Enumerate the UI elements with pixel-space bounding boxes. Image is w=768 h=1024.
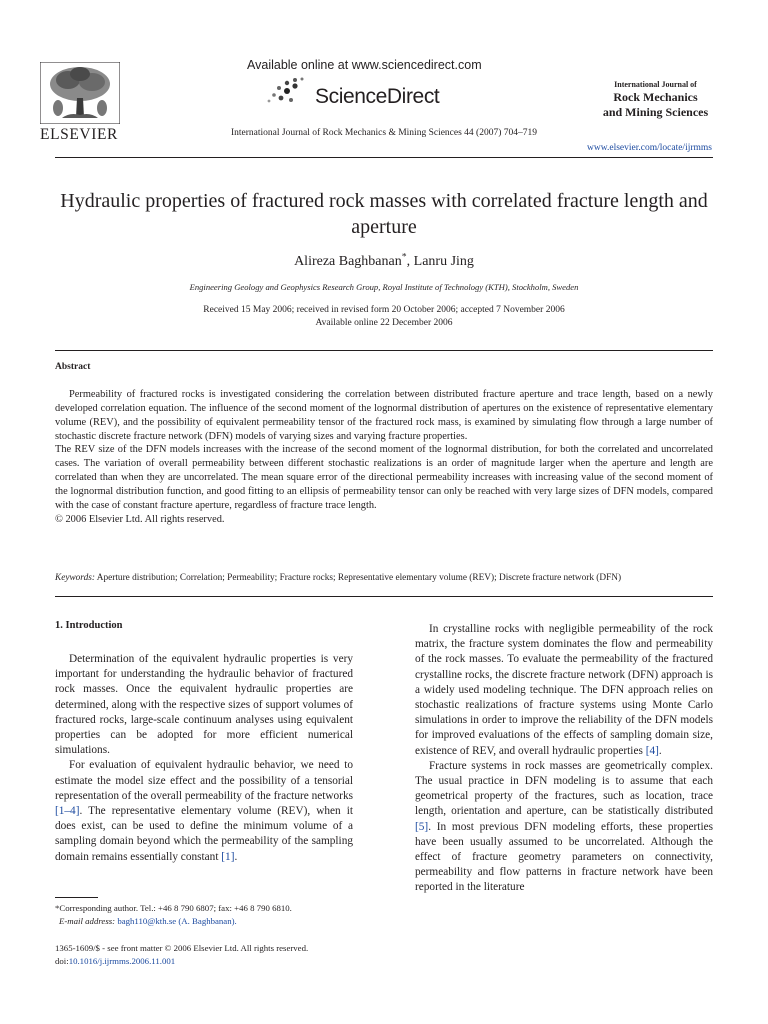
abstract-body bbox=[55, 388, 713, 526]
sciencedirect-wordmark: ScienceDirect bbox=[315, 85, 440, 108]
publisher-name: ELSEVIER bbox=[40, 126, 118, 143]
article-dates bbox=[0, 304, 768, 330]
article-title: Hydraulic properties of fractured rock masses with correlated fracture length and aperture bbox=[60, 190, 708, 238]
front-matter-info bbox=[55, 942, 308, 968]
abstract-paragraph-2: The REV size of the DFN models increases with the increase of the second moment of the lognormal distribution, for both the correlated and uncorrelated cases. The variation of overall permeability between different stochastic realizations is an order of magnitude larger when the aperture and length are correlated than when they are uncorrelated. The mean square error of the directional permeability increases with increasing value of the second moment of the lognormal distribution function, and good fitting to an ellipsis of permeability tensor can only be reached with very large sizes of DFN models, compared with the case of constant fracture aperture, regardless of fracture trace length. bbox=[55, 444, 713, 511]
keywords-label: Keywords: bbox=[55, 573, 95, 583]
journal-box-small: International Journal of bbox=[614, 80, 697, 89]
elsevier-tree-icon bbox=[40, 62, 120, 124]
journal-title-box bbox=[598, 80, 713, 120]
intro-right-paragraph-2: Fracture systems in rock masses are geometrically complex. The usual practice in DFN modeling is to assume that each geometrical property of the fractures, such as location, trace length, orientation and aperture, can be statistically distributed [5]. In most previous DFN modeling efforts, these properties have been usually assumed to be uncorrelated. Although the effect of fracture geometry parameters on connectivity, permeability and flow patterns in fracture network have been reported in the literature bbox=[415, 759, 713, 894]
sciencedirect-dots-icon bbox=[265, 76, 313, 106]
abstract-top-rule bbox=[55, 350, 713, 351]
abstract-bottom-rule bbox=[55, 596, 713, 597]
keywords-list: Aperture distribution; Correlation; Permeability; Fracture rocks; Representative elementary volume (REV); Discrete fracture network (DFN) bbox=[94, 573, 622, 583]
email-link[interactable]: bagh110@kth.se (A. Baghbanan). bbox=[115, 915, 237, 926]
intro-right-paragraph-1: In crystalline rocks with negligible permeability of the rock matrix, the fracture system dominates the flow and permeability of the rock masses. To evaluate the permeability of the fractured crystalline rocks, the discrete fracture network (DFN) approach is a widely used modeling technique. The DFN approach relies on stochastic realizations of fracture systems using Monte Carlo simulations in order to improve the reliability of the DFN models for improved evaluations of the effects of sampling domain size, existence of REV, and overall hydraulic properties [4]. bbox=[415, 623, 713, 757]
available-online-text: Available online at www.sciencedirect.com bbox=[247, 58, 482, 72]
abstract-heading: Abstract bbox=[55, 362, 91, 372]
corresponding-author-note: *Corresponding author. Tel.: +46 8 790 6807; fax: +46 8 790 6810. bbox=[55, 903, 292, 913]
issn-line: 1365-1609/$ - see front matter © 2006 Elsevier Ltd. All rights reserved. bbox=[55, 943, 309, 953]
doi-label: doi: bbox=[55, 956, 69, 966]
abstract-paragraph-1: Permeability of fractured rocks is investigated considering the correlation between distributed fracture aperture and trace length, based on a newly developed correlation equation. The influence of the second moment of the lognormal distribution of apertures on the existence of representative elementary volume (REV), and the possibility of equivalent permeability tensor of the fractured rock mass, is examined by simulating flow through a large number of stochastic discrete fracture network (DFN) models of varying sizes and varying fracture properties. bbox=[55, 389, 713, 442]
journal-citation: International Journal of Rock Mechanics & Mining Sciences 44 (2007) 704–719 bbox=[230, 128, 538, 138]
email-note bbox=[55, 915, 292, 928]
authors bbox=[0, 251, 768, 270]
header-divider bbox=[55, 157, 713, 158]
intro-left-paragraph-1: Determination of the equivalent hydraulic properties is very important for understanding the hydraulic behavior of fractured rock masses. Once the equivalent hydraulic properties are determined, along with the respective sizes of support volumes of fractured rocks, large-scale continuum analyses using equivalent properties can be adopted for more efficient numerical simulations. bbox=[55, 653, 353, 757]
received-dates: Received 15 May 2006; received in revised form 20 October 2006; accepted 7 November 2006 bbox=[203, 305, 565, 315]
footnote bbox=[55, 902, 292, 927]
footnote-rule bbox=[55, 897, 98, 898]
citation-link-5[interactable]: [5] bbox=[415, 820, 429, 833]
citation-link-4[interactable]: [4] bbox=[645, 744, 659, 757]
email-label: E-mail address: bbox=[59, 915, 116, 926]
section-heading-introduction: 1. Introduction bbox=[55, 620, 123, 631]
intro-left-paragraph-2: For evaluation of equivalent hydraulic behavior, we need to estimate the model size effect and the possibility of a tensorial representation of the overall permeability of the fracture networks [1–4]. The representative elementary volume (REV), when it does exist, can be used to define the minimum volume of a sampling domain beyond which the permeability of the sampling domain remains essentially constant [1]. bbox=[55, 759, 353, 863]
author-baghbanan[interactable]: Alireza Baghbanan bbox=[294, 254, 402, 269]
author-jing[interactable]: , Lanru Jing bbox=[406, 254, 474, 269]
journal-box-line1: Rock Mechanics bbox=[613, 90, 698, 104]
journal-url-link[interactable]: www.elsevier.com/locate/ijrmms bbox=[587, 143, 712, 153]
corresponding-author-mark[interactable]: * bbox=[401, 251, 407, 263]
doi-line bbox=[55, 955, 308, 968]
available-date: Available online 22 December 2006 bbox=[315, 318, 453, 328]
citation-link-1-4[interactable]: [1–4] bbox=[55, 805, 80, 818]
affiliation: Engineering Geology and Geophysics Research Group, Royal Institute of Technology (KTH), Stockholm, Sweden bbox=[189, 282, 579, 292]
keywords bbox=[55, 573, 713, 583]
citation-link-1[interactable]: [1] bbox=[221, 850, 235, 863]
left-column bbox=[55, 652, 353, 865]
journal-box-line2: and Mining Sciences bbox=[602, 105, 709, 119]
doi-link[interactable]: 10.1016/j.ijrmms.2006.11.001 bbox=[68, 956, 176, 966]
right-column bbox=[415, 622, 713, 896]
abstract-copyright: © 2006 Elsevier Ltd. All rights reserved. bbox=[55, 513, 225, 525]
